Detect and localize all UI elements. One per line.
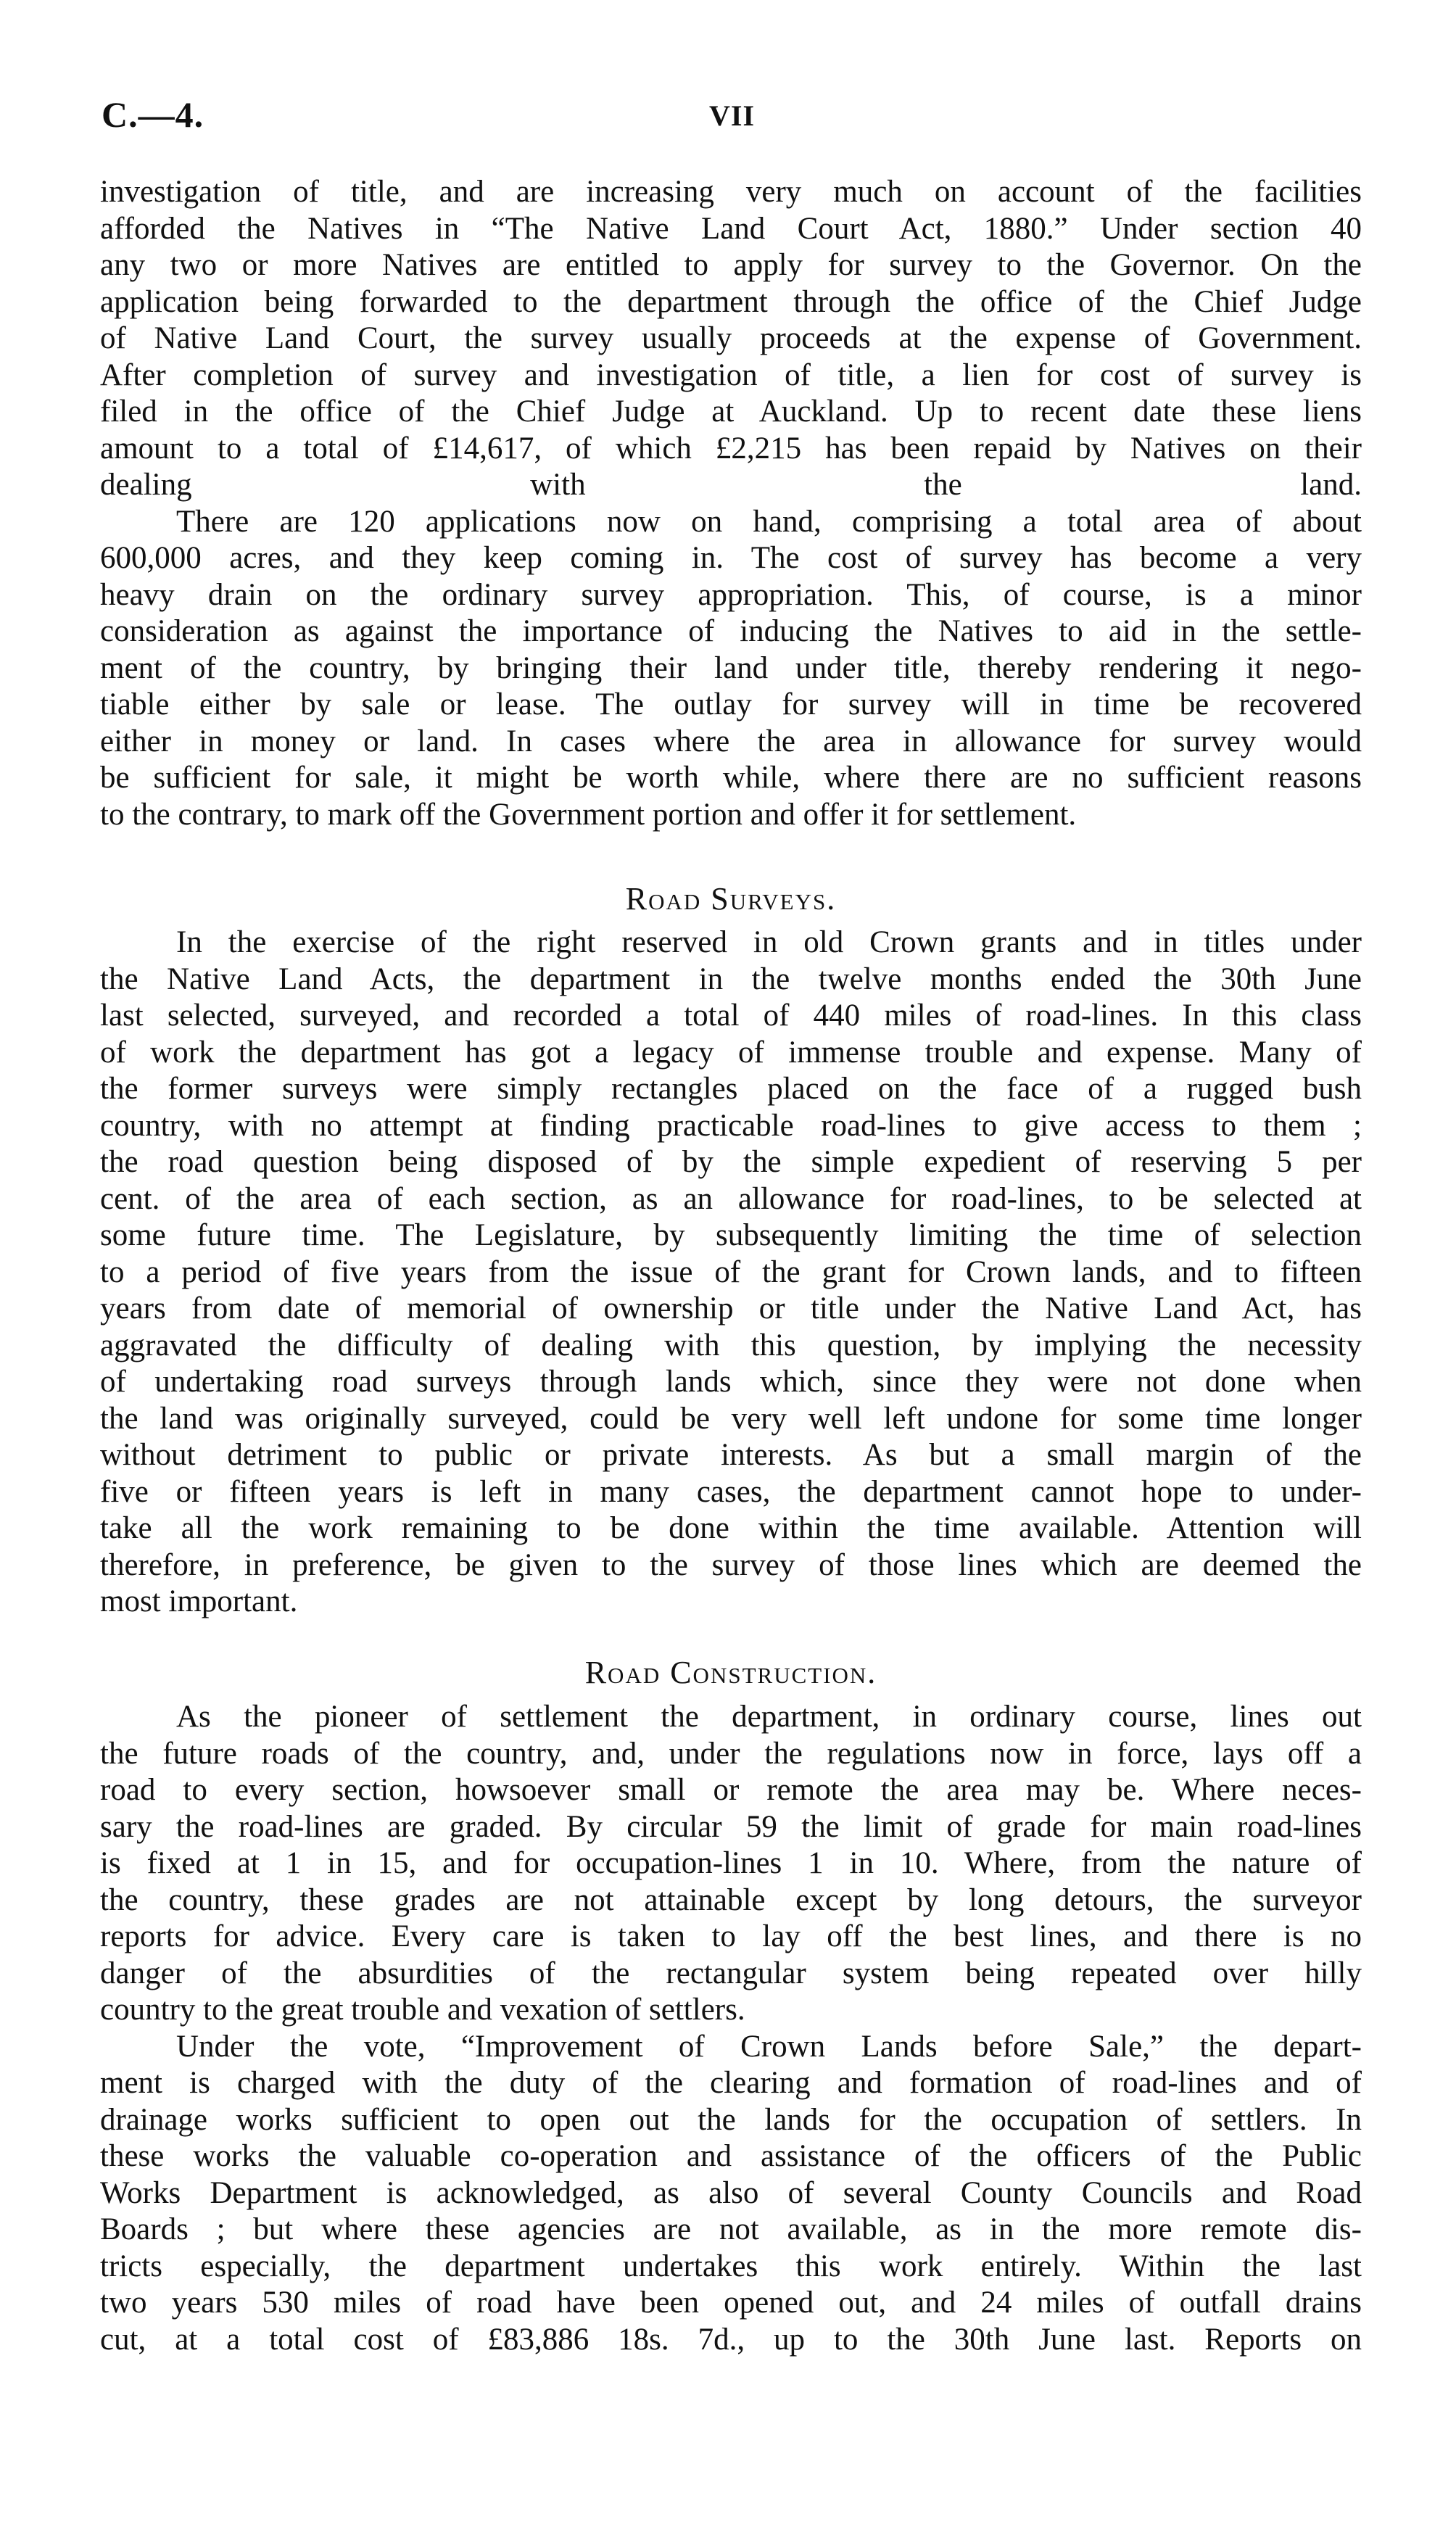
text-line: of work the department has got a legacy of immense trouble and expense. Many of bbox=[100, 1035, 1362, 1070]
text-line: without detriment to public or private interests. As but a small margin of the bbox=[100, 1438, 1362, 1472]
text-line: country to the great trouble and vexation of settlers. bbox=[100, 1993, 745, 2027]
text-line: therefore, in preference, be given to the survey of those lines which are deemed the bbox=[100, 1547, 1362, 1582]
text-line: to a period of five years from the issue of the grant for Crown lands, and to fifteen bbox=[100, 1254, 1362, 1289]
text-line: take all the work remaining to be done within the time available. Attention will bbox=[100, 1511, 1362, 1545]
text-line: cut, at a total cost of £83,886 18s. 7d., up to the 30th June last. Reports on bbox=[100, 2322, 1362, 2357]
text-line: reports for advice. Every care is taken to lay off the best lines, and there is no bbox=[100, 1919, 1362, 1953]
text-line: years from date of memorial of ownership or title under the Native Land Act, has bbox=[100, 1291, 1362, 1326]
text-line: is fixed at 1 in 15, and for occupation-lines 1 in 10. Where, from the nature of bbox=[100, 1846, 1362, 1880]
text-line: the land was originally surveyed, could be very well left undone for some time longer bbox=[100, 1401, 1362, 1436]
text-line: of undertaking road surveys through lands which, since they were not done when bbox=[100, 1365, 1362, 1399]
text-line: In the exercise of the right reserved in old Crown grants and in titles under bbox=[176, 925, 1362, 959]
paragraph bbox=[100, 174, 1362, 504]
section-road-construction bbox=[100, 1699, 1362, 2358]
paragraph bbox=[100, 925, 1362, 1621]
text-line: heavy drain on the ordinary survey appropriation. This, of course, is a minor bbox=[100, 577, 1362, 612]
text-line: the future roads of the country, and, under the regulations now in force, lays off a bbox=[100, 1736, 1362, 1771]
text-line: filed in the office of the Chief Judge at Auckland. Up to recent date these liens bbox=[100, 394, 1362, 429]
text-line: ment of the country, by bringing their land under title, thereby rendering it nego- bbox=[100, 650, 1362, 685]
section-heading-road-surveys: Road Surveys. bbox=[625, 881, 837, 917]
text-line: sary the road-lines are graded. By circular 59 the limit of grade for main road-lines bbox=[100, 1809, 1362, 1844]
text-line: country, with no attempt at finding practicable road-lines to give access to them ; bbox=[100, 1108, 1362, 1143]
text-line: afforded the Natives in “The Native Land Court Act, 1880.” Under section 40 bbox=[100, 211, 1362, 246]
paragraph bbox=[100, 504, 1362, 834]
text-line: Works Department is acknowledged, as also of several County Councils and Road bbox=[100, 2175, 1362, 2210]
text-line: aggravated the difficulty of dealing with this question, by implying the necessity bbox=[100, 1328, 1362, 1362]
text-line: the former surveys were simply rectangles placed on the face of a rugged bush bbox=[100, 1072, 1362, 1106]
text-line: the country, these grades are not attainable except by long detours, the surveyor bbox=[100, 1882, 1362, 1917]
text-line: After completion of survey and investigation of title, a lien for cost of survey is bbox=[100, 357, 1362, 392]
text-line: 600,000 acres, and they keep coming in. The cost of survey has become a very bbox=[100, 541, 1362, 575]
text-line: ment is charged with the duty of the clearing and formation of road-lines and of bbox=[100, 2066, 1362, 2100]
text-line: road to every section, howsoever small or remote the area may be. Where neces- bbox=[100, 1773, 1362, 1807]
text-line: Under the vote, “Improvement of Crown Lands before Sale,” the depart- bbox=[176, 2029, 1362, 2064]
text-line: most important. bbox=[100, 1584, 298, 1618]
text-line: As the pioneer of settlement the department, in ordinary course, lines out bbox=[176, 1700, 1362, 1734]
text-line: any two or more Natives are entitled to apply for survey to the Governor. On the bbox=[100, 248, 1362, 282]
section-road-surveys bbox=[100, 925, 1362, 1621]
text-line: two years 530 miles of road have been opened out, and 24 miles of outfall drains bbox=[100, 2286, 1362, 2320]
page-number: VII bbox=[709, 99, 756, 132]
section-heading-road-construction: Road Construction. bbox=[584, 1655, 877, 1690]
text-line: drainage works sufficient to open out the lands for the occupation of settlers. In bbox=[100, 2102, 1362, 2137]
text-line: Boards ; but where these agencies are not available, as in the more remote dis- bbox=[100, 2212, 1362, 2246]
text-line: of Native Land Court, the survey usually proceeds at the expense of Government. bbox=[100, 321, 1362, 355]
section-continuation bbox=[100, 174, 1362, 833]
text-line: either in money or land. In cases where the area in allowance for survey would bbox=[100, 724, 1362, 758]
text-line: application being forwarded to the department through the office of the Chief Judge bbox=[100, 284, 1362, 319]
text-line: consideration as against the importance of inducing the Natives to aid in the settle- bbox=[100, 614, 1362, 648]
text-line: amount to a total of £14,617, of which £2,215 has been repaid by Natives on their bbox=[100, 431, 1362, 466]
text-line: these works the valuable co-operation and assistance of the officers of the Public bbox=[100, 2139, 1362, 2173]
text-line: investigation of title, and are increasing very much on account of the facilities bbox=[100, 175, 1362, 209]
paragraph bbox=[100, 1699, 1362, 2029]
text-line: be sufficient for sale, it might be worth while, where there are no sufficient reasons bbox=[100, 761, 1362, 795]
text-line: some future time. The Legislature, by subsequently limiting the time of selection bbox=[100, 1218, 1362, 1252]
text-line: There are 120 applications now on hand, comprising a total area of about bbox=[176, 504, 1362, 539]
text-line: dealing with the land. bbox=[100, 468, 1362, 502]
text-line: tiable either by sale or lease. The outlay for survey will in time be recovered bbox=[100, 687, 1362, 721]
text-line: the Native Land Acts, the department in the twelve months ended the 30th June bbox=[100, 962, 1362, 996]
text-line: cent. of the area of each section, as an allowance for road-lines, to be selected at bbox=[100, 1181, 1362, 1216]
text-line: to the contrary, to mark off the Government portion and offer it for settlement. bbox=[100, 797, 1077, 832]
text-line: danger of the absurdities of the rectangular system being repeated over hilly bbox=[100, 1956, 1362, 1990]
document-reference: C.—4. bbox=[102, 94, 204, 135]
text-line: tricts especially, the department undertakes this work entirely. Within the last bbox=[100, 2249, 1362, 2283]
text-line: the road question being disposed of by the simple expedient of reserving 5 per bbox=[100, 1145, 1362, 1179]
paragraph bbox=[100, 2029, 1362, 2359]
text-line: last selected, surveyed, and recorded a total of 440 miles of road-lines. In this class bbox=[100, 998, 1362, 1033]
text-line: five or fifteen years is left in many cases, the department cannot hope to under- bbox=[100, 1474, 1362, 1509]
